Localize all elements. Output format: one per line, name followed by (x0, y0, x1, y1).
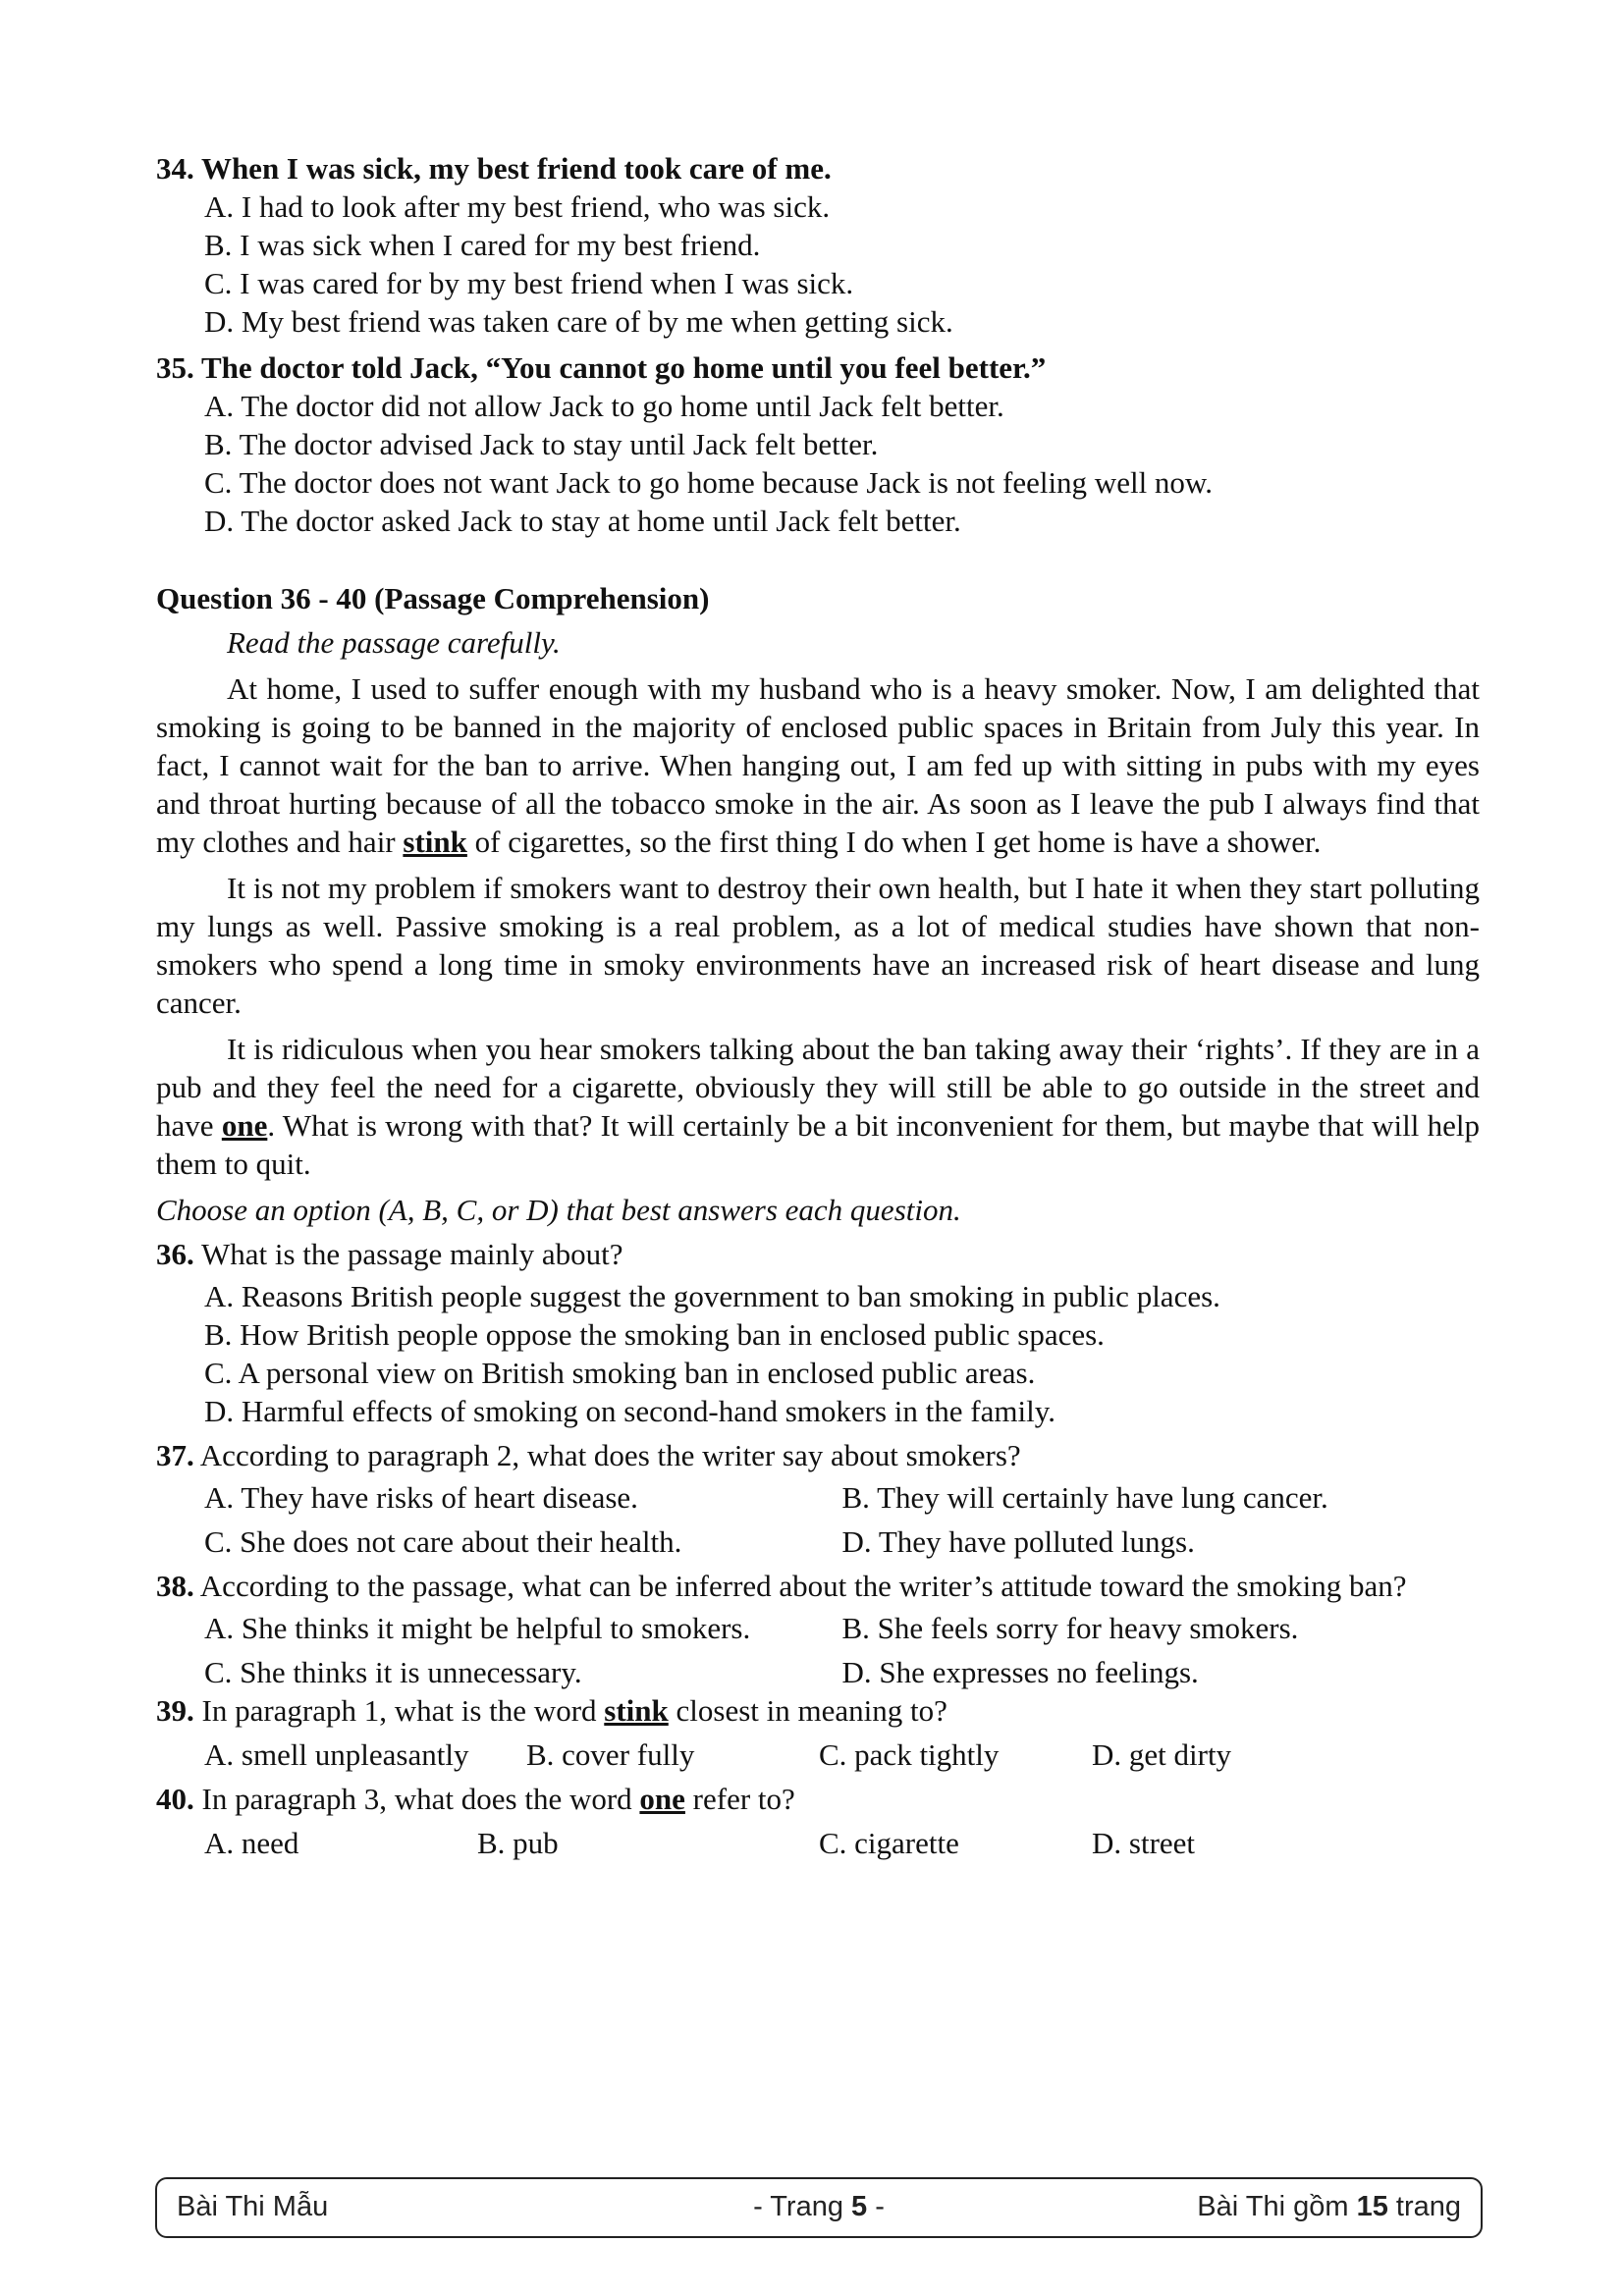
q40-option-b: B. pub (477, 1826, 559, 1860)
passage-p3-text-b: . What is wrong with that? It will certainly be a bit inconvenient for them, but maybe that will help them to quit. (156, 1108, 1480, 1181)
q40-number: 40. (156, 1782, 194, 1816)
q40-option-d: D. street (1092, 1826, 1196, 1860)
q38-options-row-2 (204, 1653, 1480, 1691)
q37-text: According to paragraph 2, what does the writer say about smokers? (199, 1438, 1021, 1472)
q34-option-c: C. I was cared for by my best friend when I was sick. (204, 266, 854, 300)
choose-instruction: Choose an option (A, B, C, or D) that best answers each question. (156, 1193, 961, 1227)
q34-option-b: B. I was sick when I cared for my best friend. (204, 228, 761, 262)
footer-total-prefix: Bài Thi gồm (1197, 2191, 1349, 2222)
q39-text-b: closest in meaning to? (676, 1693, 947, 1728)
q38-option-b: B. She feels sorry for heavy smokers. (841, 1611, 1299, 1645)
footer-total-pages (1197, 2191, 1461, 2223)
q38-option-a: A. She thinks it might be helpful to smokers. (204, 1611, 751, 1645)
q37-options-row-2 (204, 1522, 1480, 1561)
q39-text-a: In paragraph 1, what is the word (201, 1693, 597, 1728)
page-footer (155, 2177, 1483, 2238)
q37-options-row-1 (204, 1478, 1480, 1517)
passage-p3-text-a: It is ridiculous when you hear smokers talking about the ban taking away their ‘rights’. If they are in a pub and they feel the need for a cigarette, obviously they will still be able to go outside in the street and have (156, 1032, 1480, 1143)
footer-page-number: 5 (851, 2191, 868, 2222)
passage-p1-text-b: of cigarettes, so the first thing I do when I get home is have a shower. (474, 825, 1322, 859)
q38-number: 38. (156, 1569, 194, 1603)
footer-page-prefix: - Trang (753, 2191, 843, 2222)
q35-stem: 35. The doctor told Jack, “You cannot go home until you feel better.” (156, 350, 1047, 385)
q35-option-d: D. The doctor asked Jack to stay at home until Jack felt better. (204, 504, 961, 538)
q35-option-b: B. The doctor advised Jack to stay until Jack felt better. (204, 427, 879, 461)
q37-number: 37. (156, 1438, 194, 1472)
q39-option-c: C. pack tightly (819, 1737, 1000, 1772)
section-title: Question 36 - 40 (Passage Comprehension) (156, 581, 710, 615)
footer-page-suffix: - (875, 2191, 885, 2222)
q38-options-row-1 (204, 1609, 1480, 1647)
q34-option-a: A. I had to look after my best friend, who was sick. (204, 189, 831, 224)
q36-option-b: B. How British people oppose the smoking ban in enclosed public spaces. (204, 1317, 1105, 1352)
footer-total-suffix: trang (1395, 2191, 1461, 2222)
q36-text: What is the passage mainly about? (200, 1237, 623, 1271)
q35-option-c: C. The doctor does not want Jack to go home because Jack is not feeling well now. (204, 465, 1214, 500)
q38-text: According to the passage, what can be inferred about the writer’s attitude toward the smoking ban? (199, 1569, 1407, 1603)
q40-text-b: refer to? (692, 1782, 795, 1816)
q39-word-stink: stink (604, 1693, 669, 1728)
passage-p1-text-a: At home, I used to suffer enough with my husband who is a heavy smoker. Now, I am delighted that smoking is going to be banned in the majority of enclosed public spaces in Britain from July this year. In fact, I cannot wait for the ban to arrive. When hanging out, I am fed up with sitting in pubs with my eyes and throat hurting because of all the tobacco smoke in the air. As soon as I leave the pub I always find that my clothes and hair (156, 671, 1480, 859)
q36-number: 36. (156, 1237, 194, 1271)
footer-exam-name: Bài Thi Mẫu (177, 2191, 329, 2222)
passage-paragraph-1 (156, 669, 1480, 861)
q38-option-d: D. She expresses no feelings. (841, 1655, 1199, 1689)
q36-option-c: C. A personal view on British smoking ban in enclosed public areas. (204, 1356, 1036, 1390)
q37-stem (156, 1436, 1480, 1474)
q37-option-d: D. They have polluted lungs. (841, 1524, 1195, 1559)
q34-stem: 34. When I was sick, my best friend took care of me. (156, 151, 832, 186)
q40-stem (156, 1780, 1480, 1818)
footer-total-number: 15 (1356, 2191, 1388, 2222)
q36-option-a: A. Reasons British people suggest the government to ban smoking in public places. (204, 1279, 1220, 1313)
q39-option-d: D. get dirty (1092, 1737, 1232, 1772)
q39-number: 39. (156, 1693, 194, 1728)
passage-word-one: one (221, 1108, 268, 1143)
section-instruction: Read the passage carefully. (227, 625, 561, 660)
q40-options-row (204, 1824, 1480, 1862)
passage-paragraph-3 (156, 1030, 1480, 1183)
q39-option-a: A. smell unpleasantly (204, 1737, 469, 1772)
q35-option-a: A. The doctor did not allow Jack to go home until Jack felt better. (204, 389, 1004, 423)
q37-option-a: A. They have risks of heart disease. (204, 1480, 638, 1515)
q38-stem (156, 1567, 1480, 1605)
q37-option-c: C. She does not care about their health. (204, 1524, 682, 1559)
passage-paragraph-2: It is not my problem if smokers want to destroy their own health, but I hate it when they start polluting my lungs as well. Passive smoking is a real problem, as a lot of medical studies have shown that non-smokers who spend a long time in smoky environments have an increased risk of heart disease and lung cancer. (156, 871, 1480, 1020)
q38-option-c: C. She thinks it is unnecessary. (204, 1655, 582, 1689)
passage-word-stink: stink (403, 825, 467, 859)
q39-option-b: B. cover fully (526, 1737, 695, 1772)
q40-text-a: In paragraph 3, what does the word (201, 1782, 632, 1816)
exam-page (156, 149, 1480, 1868)
q40-option-a: A. need (204, 1826, 299, 1860)
q39-options-row (204, 1735, 1480, 1774)
q34-option-d: D. My best friend was taken care of by me when getting sick. (204, 304, 953, 339)
q36-stem (156, 1235, 1480, 1273)
q40-option-c: C. cigarette (819, 1826, 959, 1860)
q36-option-d: D. Harmful effects of smoking on second-hand smokers in the family. (204, 1394, 1055, 1428)
q40-word-one: one (639, 1782, 685, 1816)
q39-stem (156, 1691, 1480, 1730)
q37-option-b: B. They will certainly have lung cancer. (841, 1480, 1328, 1515)
